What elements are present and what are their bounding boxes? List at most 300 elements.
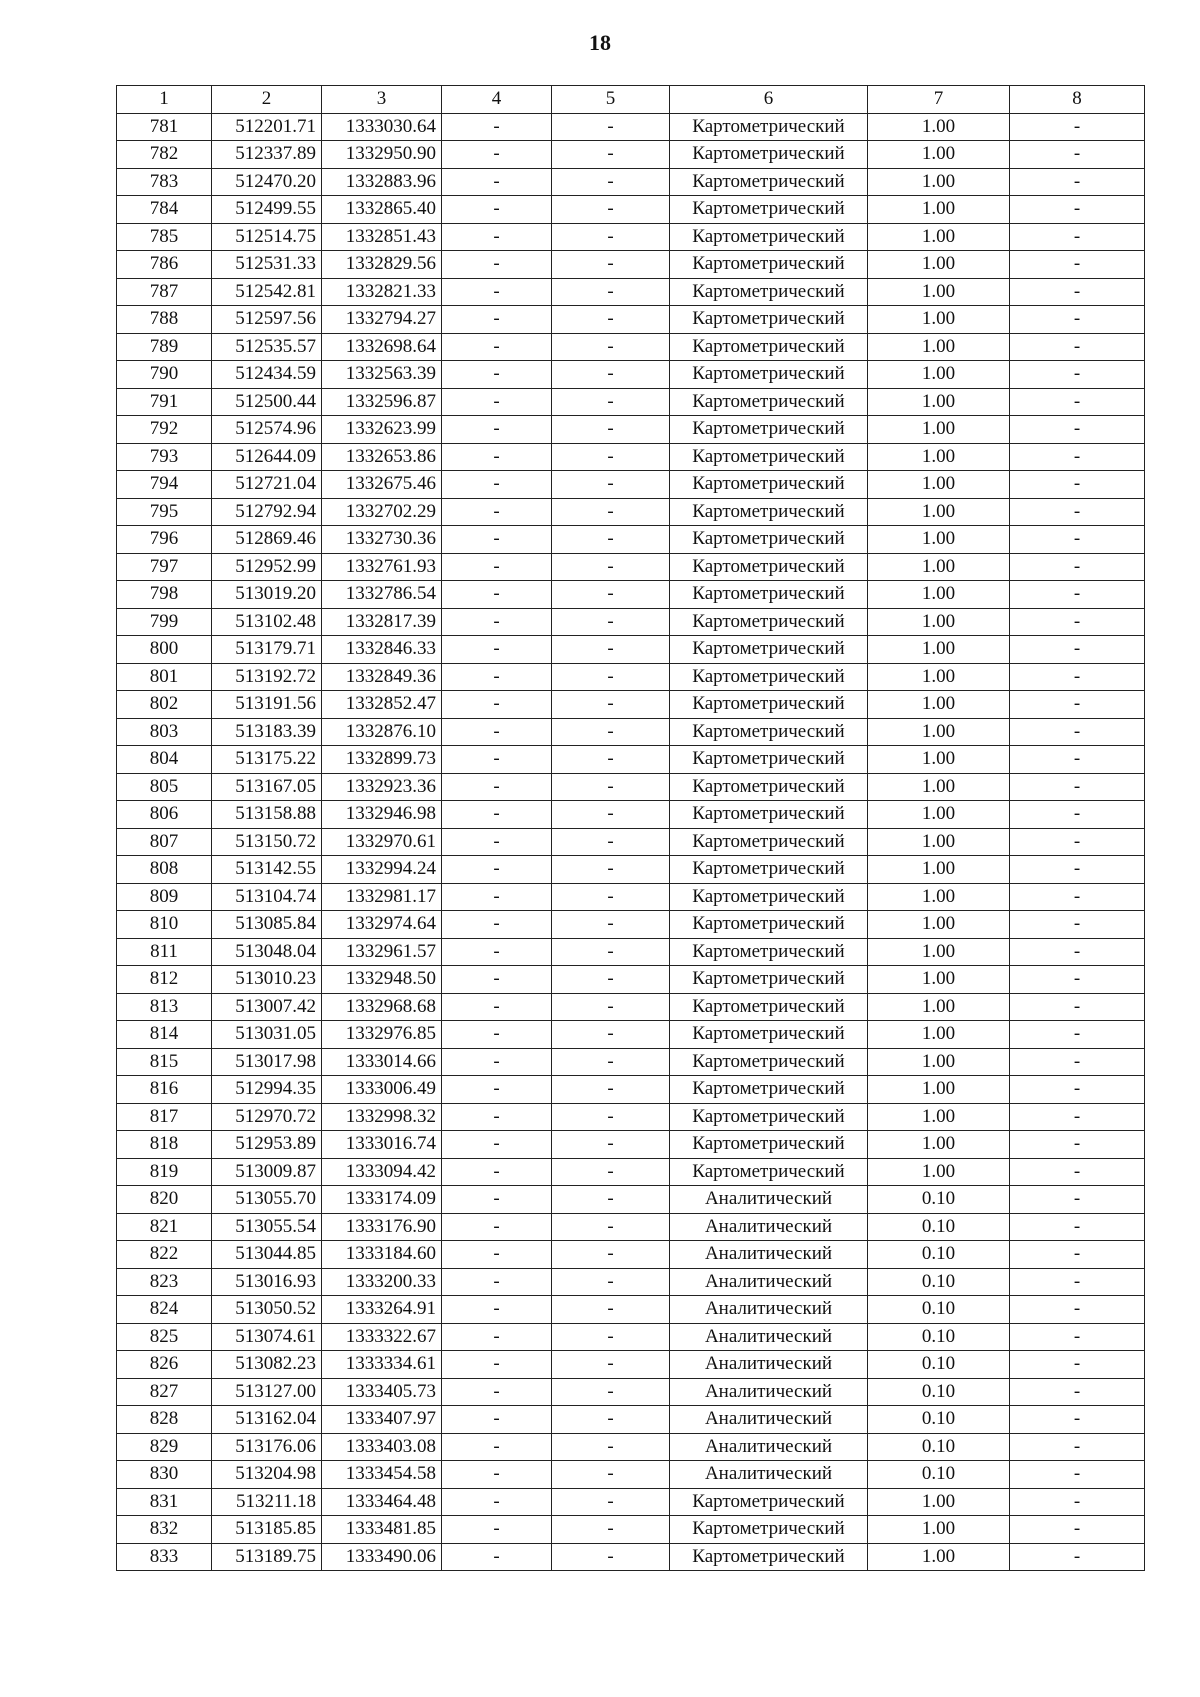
- x-coordinate-cell: 513150.72: [212, 828, 322, 856]
- y-coordinate-cell: 1333405.73: [322, 1378, 442, 1406]
- x-coordinate-cell: 512434.59: [212, 361, 322, 389]
- method-cell: Картометрический: [670, 1516, 868, 1544]
- column-8-cell: -: [1010, 1488, 1145, 1516]
- table-row: [117, 773, 1145, 801]
- point-number-cell: 806: [117, 801, 212, 829]
- method-cell: Картометрический: [670, 251, 868, 279]
- y-coordinate-cell: 1332968.68: [322, 993, 442, 1021]
- method-cell: Картометрический: [670, 636, 868, 664]
- method-cell: Аналитический: [670, 1186, 868, 1214]
- x-coordinate-cell: 512500.44: [212, 388, 322, 416]
- column-8-cell: -: [1010, 581, 1145, 609]
- column-4-cell: -: [442, 1543, 552, 1571]
- column-8-cell: -: [1010, 1103, 1145, 1131]
- column-5-cell: -: [552, 1268, 670, 1296]
- column-4-cell: -: [442, 333, 552, 361]
- point-number-cell: 813: [117, 993, 212, 1021]
- accuracy-cell: 0.10: [868, 1378, 1010, 1406]
- table-row: [117, 306, 1145, 334]
- column-8-cell: -: [1010, 1406, 1145, 1434]
- accuracy-cell: 1.00: [868, 443, 1010, 471]
- table-row: [117, 1213, 1145, 1241]
- method-cell: Картометрический: [670, 1488, 868, 1516]
- method-cell: Аналитический: [670, 1378, 868, 1406]
- accuracy-cell: 1.00: [868, 1131, 1010, 1159]
- column-5-cell: -: [552, 1021, 670, 1049]
- table-row: [117, 1021, 1145, 1049]
- column-8-cell: -: [1010, 608, 1145, 636]
- column-5-cell: -: [552, 691, 670, 719]
- column-8-cell: -: [1010, 911, 1145, 939]
- method-cell: Картометрический: [670, 1131, 868, 1159]
- column-4-cell: -: [442, 1048, 552, 1076]
- method-cell: Картометрический: [670, 1103, 868, 1131]
- column-5-cell: -: [552, 938, 670, 966]
- method-cell: Картометрический: [670, 993, 868, 1021]
- column-4-cell: -: [442, 553, 552, 581]
- y-coordinate-cell: 1332994.24: [322, 856, 442, 884]
- point-number-cell: 826: [117, 1351, 212, 1379]
- point-number-cell: 810: [117, 911, 212, 939]
- column-5-cell: -: [552, 1241, 670, 1269]
- x-coordinate-cell: 513016.93: [212, 1268, 322, 1296]
- x-coordinate-cell: 513044.85: [212, 1241, 322, 1269]
- table-row: [117, 938, 1145, 966]
- point-number-cell: 791: [117, 388, 212, 416]
- method-cell: Картометрический: [670, 938, 868, 966]
- y-coordinate-cell: 1332653.86: [322, 443, 442, 471]
- column-8-cell: -: [1010, 361, 1145, 389]
- y-coordinate-cell: 1332974.64: [322, 911, 442, 939]
- column-8-cell: -: [1010, 1296, 1145, 1324]
- method-cell: Аналитический: [670, 1241, 868, 1269]
- accuracy-cell: 1.00: [868, 223, 1010, 251]
- column-5-cell: -: [552, 553, 670, 581]
- column-8-cell: -: [1010, 1131, 1145, 1159]
- x-coordinate-cell: 512597.56: [212, 306, 322, 334]
- point-number-cell: 814: [117, 1021, 212, 1049]
- column-5-cell: -: [552, 1543, 670, 1571]
- column-4-cell: -: [442, 1461, 552, 1489]
- point-number-cell: 783: [117, 168, 212, 196]
- column-8-cell: -: [1010, 966, 1145, 994]
- method-cell: Картометрический: [670, 278, 868, 306]
- x-coordinate-cell: 513009.87: [212, 1158, 322, 1186]
- table-row: [117, 691, 1145, 719]
- method-cell: Картометрический: [670, 911, 868, 939]
- column-8-cell: -: [1010, 773, 1145, 801]
- y-coordinate-cell: 1333014.66: [322, 1048, 442, 1076]
- column-5-cell: -: [552, 223, 670, 251]
- x-coordinate-cell: 513017.98: [212, 1048, 322, 1076]
- table-row: [117, 1488, 1145, 1516]
- column-4-cell: -: [442, 388, 552, 416]
- accuracy-cell: 1.00: [868, 196, 1010, 224]
- table-row: [117, 1516, 1145, 1544]
- y-coordinate-cell: 1332623.99: [322, 416, 442, 444]
- accuracy-cell: 1.00: [868, 388, 1010, 416]
- column-5-cell: -: [552, 361, 670, 389]
- table-row: [117, 223, 1145, 251]
- accuracy-cell: 1.00: [868, 1488, 1010, 1516]
- column-5-cell: -: [552, 388, 670, 416]
- accuracy-cell: 1.00: [868, 416, 1010, 444]
- column-5-cell: -: [552, 1516, 670, 1544]
- method-cell: Картометрический: [670, 966, 868, 994]
- accuracy-cell: 1.00: [868, 691, 1010, 719]
- accuracy-cell: 1.00: [868, 498, 1010, 526]
- y-coordinate-cell: 1332730.36: [322, 526, 442, 554]
- column-header: 4: [442, 86, 552, 114]
- table-row: [117, 608, 1145, 636]
- x-coordinate-cell: 512953.89: [212, 1131, 322, 1159]
- column-4-cell: -: [442, 1323, 552, 1351]
- column-4-cell: -: [442, 911, 552, 939]
- accuracy-cell: 1.00: [868, 306, 1010, 334]
- table-row: [117, 883, 1145, 911]
- method-cell: Аналитический: [670, 1406, 868, 1434]
- x-coordinate-cell: 512869.46: [212, 526, 322, 554]
- column-5-cell: -: [552, 1103, 670, 1131]
- accuracy-cell: 1.00: [868, 608, 1010, 636]
- column-4-cell: -: [442, 443, 552, 471]
- column-8-cell: -: [1010, 1158, 1145, 1186]
- accuracy-cell: 1.00: [868, 168, 1010, 196]
- point-number-cell: 811: [117, 938, 212, 966]
- column-header: 1: [117, 86, 212, 114]
- table-row: [117, 168, 1145, 196]
- y-coordinate-cell: 1332846.33: [322, 636, 442, 664]
- accuracy-cell: 1.00: [868, 1021, 1010, 1049]
- method-cell: Картометрический: [670, 1021, 868, 1049]
- accuracy-cell: 0.10: [868, 1323, 1010, 1351]
- column-4-cell: -: [442, 306, 552, 334]
- point-number-cell: 795: [117, 498, 212, 526]
- point-number-cell: 824: [117, 1296, 212, 1324]
- column-4-cell: -: [442, 1351, 552, 1379]
- column-header: 6: [670, 86, 868, 114]
- y-coordinate-cell: 1332821.33: [322, 278, 442, 306]
- table-row: [117, 361, 1145, 389]
- column-5-cell: -: [552, 113, 670, 141]
- column-4-cell: -: [442, 663, 552, 691]
- point-number-cell: 833: [117, 1543, 212, 1571]
- x-coordinate-cell: 513191.56: [212, 691, 322, 719]
- column-8-cell: -: [1010, 471, 1145, 499]
- column-5-cell: -: [552, 828, 670, 856]
- y-coordinate-cell: 1333200.33: [322, 1268, 442, 1296]
- y-coordinate-cell: 1332761.93: [322, 553, 442, 581]
- y-coordinate-cell: 1333481.85: [322, 1516, 442, 1544]
- table-row: [117, 416, 1145, 444]
- column-5-cell: -: [552, 718, 670, 746]
- column-5-cell: -: [552, 526, 670, 554]
- y-coordinate-cell: 1332849.36: [322, 663, 442, 691]
- column-5-cell: -: [552, 1296, 670, 1324]
- column-8-cell: -: [1010, 498, 1145, 526]
- method-cell: Аналитический: [670, 1213, 868, 1241]
- y-coordinate-cell: 1332961.57: [322, 938, 442, 966]
- method-cell: Картометрический: [670, 608, 868, 636]
- table-row: [117, 1186, 1145, 1214]
- table-row: [117, 1296, 1145, 1324]
- y-coordinate-cell: 1332948.50: [322, 966, 442, 994]
- point-number-cell: 831: [117, 1488, 212, 1516]
- point-number-cell: 800: [117, 636, 212, 664]
- y-coordinate-cell: 1333184.60: [322, 1241, 442, 1269]
- y-coordinate-cell: 1332786.54: [322, 581, 442, 609]
- x-coordinate-cell: 513183.39: [212, 718, 322, 746]
- method-cell: Аналитический: [670, 1351, 868, 1379]
- column-4-cell: -: [442, 608, 552, 636]
- accuracy-cell: 1.00: [868, 471, 1010, 499]
- accuracy-cell: 1.00: [868, 251, 1010, 279]
- accuracy-cell: 0.10: [868, 1241, 1010, 1269]
- column-8-cell: -: [1010, 691, 1145, 719]
- table-row: [117, 1048, 1145, 1076]
- coordinates-table: [116, 85, 1145, 1571]
- column-4-cell: -: [442, 746, 552, 774]
- column-5-cell: -: [552, 306, 670, 334]
- column-5-cell: -: [552, 581, 670, 609]
- column-8-cell: -: [1010, 883, 1145, 911]
- x-coordinate-cell: 513031.05: [212, 1021, 322, 1049]
- table-row: [117, 1323, 1145, 1351]
- point-number-cell: 793: [117, 443, 212, 471]
- method-cell: Картометрический: [670, 168, 868, 196]
- column-8-cell: -: [1010, 746, 1145, 774]
- table-row: [117, 141, 1145, 169]
- table-row: [117, 333, 1145, 361]
- column-header: 2: [212, 86, 322, 114]
- column-4-cell: -: [442, 113, 552, 141]
- y-coordinate-cell: 1332829.56: [322, 251, 442, 279]
- method-cell: Картометрический: [670, 663, 868, 691]
- table-row: [117, 1543, 1145, 1571]
- column-8-cell: -: [1010, 553, 1145, 581]
- column-5-cell: -: [552, 966, 670, 994]
- method-cell: Аналитический: [670, 1433, 868, 1461]
- method-cell: Картометрический: [670, 691, 868, 719]
- y-coordinate-cell: 1332698.64: [322, 333, 442, 361]
- column-8-cell: -: [1010, 1241, 1145, 1269]
- column-5-cell: -: [552, 1048, 670, 1076]
- accuracy-cell: 1.00: [868, 746, 1010, 774]
- column-8-cell: -: [1010, 1351, 1145, 1379]
- accuracy-cell: 1.00: [868, 911, 1010, 939]
- table-row: [117, 993, 1145, 1021]
- column-4-cell: -: [442, 526, 552, 554]
- column-5-cell: -: [552, 911, 670, 939]
- point-number-cell: 827: [117, 1378, 212, 1406]
- column-5-cell: -: [552, 636, 670, 664]
- column-5-cell: -: [552, 1131, 670, 1159]
- page-number: 18: [589, 30, 611, 55]
- table-row: [117, 1461, 1145, 1489]
- column-5-cell: -: [552, 168, 670, 196]
- y-coordinate-cell: 1332899.73: [322, 746, 442, 774]
- method-cell: Картометрический: [670, 773, 868, 801]
- table-row: [117, 113, 1145, 141]
- y-coordinate-cell: 1332596.87: [322, 388, 442, 416]
- accuracy-cell: 1.00: [868, 361, 1010, 389]
- x-coordinate-cell: 512721.04: [212, 471, 322, 499]
- y-coordinate-cell: 1332852.47: [322, 691, 442, 719]
- x-coordinate-cell: 512970.72: [212, 1103, 322, 1131]
- column-4-cell: -: [442, 416, 552, 444]
- column-4-cell: -: [442, 938, 552, 966]
- column-4-cell: -: [442, 1378, 552, 1406]
- method-cell: Картометрический: [670, 828, 868, 856]
- column-4-cell: -: [442, 1488, 552, 1516]
- column-5-cell: -: [552, 196, 670, 224]
- column-5-cell: -: [552, 746, 670, 774]
- column-4-cell: -: [442, 278, 552, 306]
- column-4-cell: -: [442, 966, 552, 994]
- method-cell: Картометрический: [670, 471, 868, 499]
- point-number-cell: 787: [117, 278, 212, 306]
- column-8-cell: -: [1010, 828, 1145, 856]
- y-coordinate-cell: 1332946.98: [322, 801, 442, 829]
- x-coordinate-cell: 513010.23: [212, 966, 322, 994]
- accuracy-cell: 1.00: [868, 1048, 1010, 1076]
- method-cell: Картометрический: [670, 333, 868, 361]
- table-row: [117, 471, 1145, 499]
- column-8-cell: -: [1010, 1323, 1145, 1351]
- x-coordinate-cell: 513176.06: [212, 1433, 322, 1461]
- method-cell: Картометрический: [670, 526, 868, 554]
- y-coordinate-cell: 1333264.91: [322, 1296, 442, 1324]
- column-4-cell: -: [442, 1296, 552, 1324]
- table-row: [117, 828, 1145, 856]
- point-number-cell: 792: [117, 416, 212, 444]
- point-number-cell: 790: [117, 361, 212, 389]
- column-4-cell: -: [442, 1433, 552, 1461]
- column-header: 7: [868, 86, 1010, 114]
- y-coordinate-cell: 1332950.90: [322, 141, 442, 169]
- x-coordinate-cell: 513048.04: [212, 938, 322, 966]
- accuracy-cell: 0.10: [868, 1433, 1010, 1461]
- table-row: [117, 1406, 1145, 1434]
- table-row: [117, 1351, 1145, 1379]
- method-cell: Картометрический: [670, 581, 868, 609]
- table-row: [117, 581, 1145, 609]
- point-number-cell: 797: [117, 553, 212, 581]
- table-row: [117, 718, 1145, 746]
- x-coordinate-cell: 513019.20: [212, 581, 322, 609]
- column-8-cell: -: [1010, 1378, 1145, 1406]
- column-4-cell: -: [442, 883, 552, 911]
- table-row: [117, 278, 1145, 306]
- column-header: 8: [1010, 86, 1145, 114]
- column-8-cell: -: [1010, 168, 1145, 196]
- point-number-cell: 781: [117, 113, 212, 141]
- x-coordinate-cell: 513204.98: [212, 1461, 322, 1489]
- column-5-cell: -: [552, 1076, 670, 1104]
- column-4-cell: -: [442, 361, 552, 389]
- column-5-cell: -: [552, 856, 670, 884]
- column-5-cell: -: [552, 251, 670, 279]
- y-coordinate-cell: 1333464.48: [322, 1488, 442, 1516]
- x-coordinate-cell: 513055.70: [212, 1186, 322, 1214]
- point-number-cell: 828: [117, 1406, 212, 1434]
- x-coordinate-cell: 513102.48: [212, 608, 322, 636]
- x-coordinate-cell: 512535.57: [212, 333, 322, 361]
- accuracy-cell: 1.00: [868, 1516, 1010, 1544]
- column-4-cell: -: [442, 636, 552, 664]
- column-5-cell: -: [552, 141, 670, 169]
- y-coordinate-cell: 1332876.10: [322, 718, 442, 746]
- accuracy-cell: 1.00: [868, 553, 1010, 581]
- column-8-cell: -: [1010, 443, 1145, 471]
- method-cell: Картометрический: [670, 498, 868, 526]
- method-cell: Картометрический: [670, 141, 868, 169]
- column-5-cell: -: [552, 1433, 670, 1461]
- method-cell: Картометрический: [670, 856, 868, 884]
- method-cell: Аналитический: [670, 1296, 868, 1324]
- method-cell: Картометрический: [670, 718, 868, 746]
- accuracy-cell: 1.00: [868, 801, 1010, 829]
- y-coordinate-cell: 1333016.74: [322, 1131, 442, 1159]
- column-5-cell: -: [552, 1186, 670, 1214]
- x-coordinate-cell: 513175.22: [212, 746, 322, 774]
- accuracy-cell: 0.10: [868, 1268, 1010, 1296]
- table-row: [117, 1241, 1145, 1269]
- y-coordinate-cell: 1333403.08: [322, 1433, 442, 1461]
- point-number-cell: 823: [117, 1268, 212, 1296]
- x-coordinate-cell: 513142.55: [212, 856, 322, 884]
- x-coordinate-cell: 512994.35: [212, 1076, 322, 1104]
- x-coordinate-cell: 513185.85: [212, 1516, 322, 1544]
- accuracy-cell: 0.10: [868, 1213, 1010, 1241]
- point-number-cell: 830: [117, 1461, 212, 1489]
- column-5-cell: -: [552, 1488, 670, 1516]
- column-header: 5: [552, 86, 670, 114]
- column-4-cell: -: [442, 498, 552, 526]
- point-number-cell: 808: [117, 856, 212, 884]
- point-number-cell: 803: [117, 718, 212, 746]
- x-coordinate-cell: 513127.00: [212, 1378, 322, 1406]
- point-number-cell: 818: [117, 1131, 212, 1159]
- x-coordinate-cell: 512470.20: [212, 168, 322, 196]
- column-4-cell: -: [442, 718, 552, 746]
- method-cell: Картометрический: [670, 113, 868, 141]
- column-5-cell: -: [552, 883, 670, 911]
- column-8-cell: -: [1010, 416, 1145, 444]
- y-coordinate-cell: 1332865.40: [322, 196, 442, 224]
- y-coordinate-cell: 1332923.36: [322, 773, 442, 801]
- point-number-cell: 819: [117, 1158, 212, 1186]
- accuracy-cell: 0.10: [868, 1461, 1010, 1489]
- column-4-cell: -: [442, 1186, 552, 1214]
- column-4-cell: -: [442, 1021, 552, 1049]
- accuracy-cell: 1.00: [868, 718, 1010, 746]
- accuracy-cell: 1.00: [868, 993, 1010, 1021]
- accuracy-cell: 0.10: [868, 1186, 1010, 1214]
- column-8-cell: -: [1010, 1543, 1145, 1571]
- method-cell: Картометрический: [670, 801, 868, 829]
- x-coordinate-cell: 513179.71: [212, 636, 322, 664]
- method-cell: Картометрический: [670, 443, 868, 471]
- point-number-cell: 832: [117, 1516, 212, 1544]
- x-coordinate-cell: 513050.52: [212, 1296, 322, 1324]
- column-4-cell: -: [442, 1241, 552, 1269]
- column-5-cell: -: [552, 1351, 670, 1379]
- accuracy-cell: 1.00: [868, 1076, 1010, 1104]
- point-number-cell: 798: [117, 581, 212, 609]
- column-5-cell: -: [552, 443, 670, 471]
- table-header-row: [117, 86, 1145, 114]
